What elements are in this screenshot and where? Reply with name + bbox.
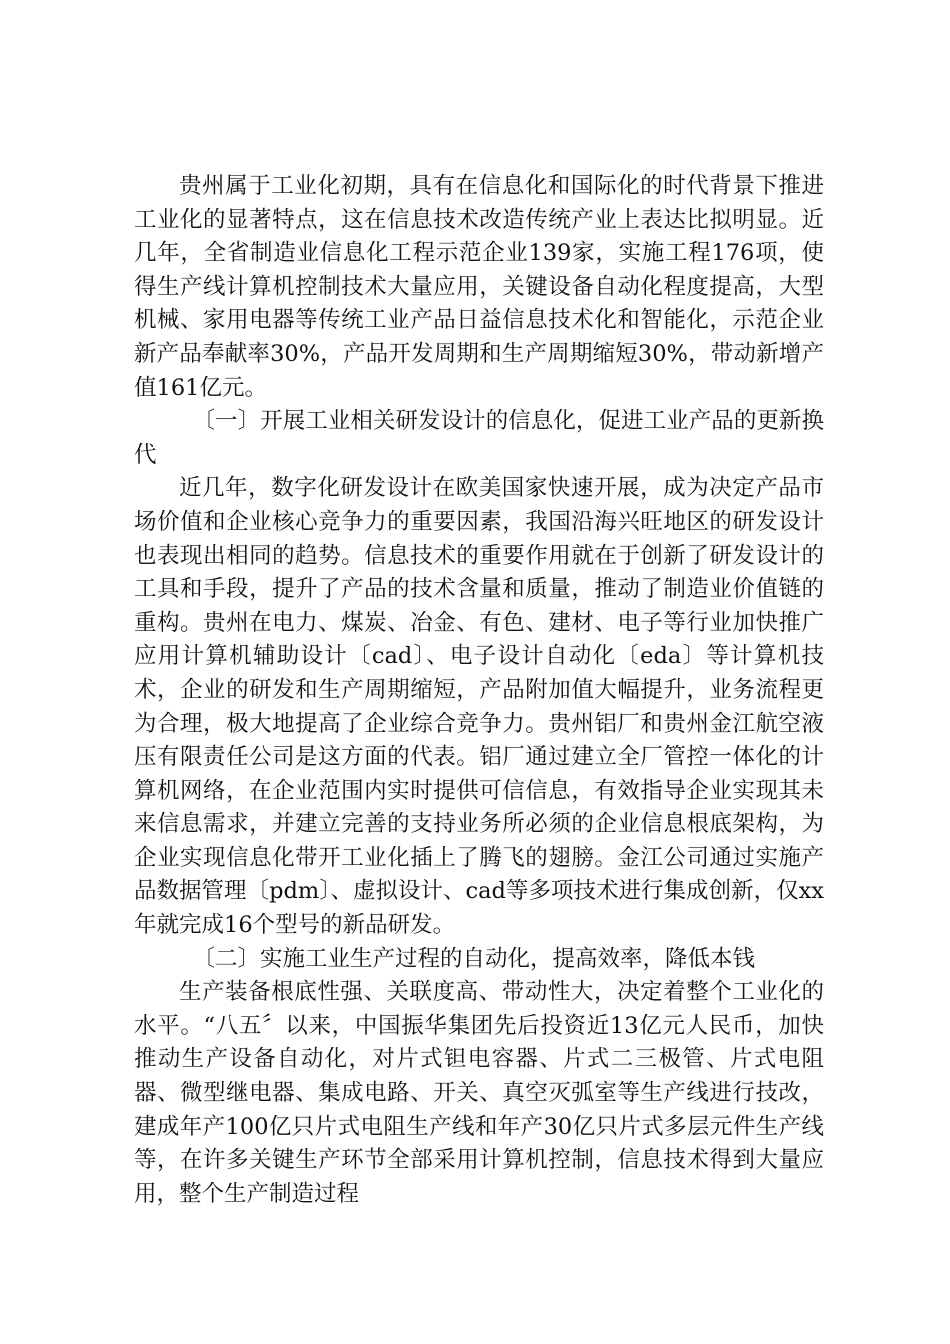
paragraph-digital-rd-design: 近几年，数字化研发设计在欧美国家快速开展，成为决定产品市场价值和企业核心竞争力的重要因素，我国沿海兴旺地区的研发设计也表现出相同的趋势。信息技术的重要作用就在于创新了研发设计的工具和手段，提升了产品的技术含量和质量，推动了制造业价值链的重构。贵州在电力、煤炭、冶金、有色、建材、电子等行业加快推广应用计算机辅助设计〔cad〕、电子设计自动化〔eda〕等计算机技术，企业的研发和生产周期缩短，产品附加值大幅提升，业务流程更为合理，极大地提高了企业综合竞争力。贵州铝厂和贵州金江航空液压有限责任公司是这方面的代表。铝厂通过建立全厂管控一体化的计算机网络，在企业范围内实时提供可信信息，有效指导企业实现其未来信息需求，并建立完善的支持业务所必须的企业信息根底架构，为企业实现信息化带开工业化插上了腾飞的翅膀。金江公司通过实施产品数据管理〔pdm〕、虚拟设计、cad等多项技术进行集成创新，仅xx年就完成16个型号的新品研发。	[134, 475, 824, 939]
paragraph-production-equipment: 生产装备根底性强、关联度高、带动性大，决定着整个工业化的水平。“八五〞以来，中国振华集团先后投资近13亿元人民币，加快推动生产设备自动化，对片式钽电容器、片式二三极管、片式电阻器、微型继电器、集成电路、开关、真空灭弧室等生产线进行技改，建成年产100亿只片式电阻生产线和年产30亿只片式多层元件生产线等，在许多关键生产环节全部采用计算机控制，信息技术得到大量应用，整个生产制造过程	[134, 979, 824, 1207]
document-body	[134, 170, 824, 1211]
section-heading-production-automation: 〔二〕实施工业生产过程的自动化，提高效率，降低本钱	[192, 945, 756, 972]
section-heading-rd-informatization: 〔一〕开展工业相关研发设计的信息化，促进工业产品的更新换代	[134, 408, 824, 468]
paragraph-guizhou-industrialization: 贵州属于工业化初期，具有在信息化和国际化的时代背景下推进工业化的显著特点，这在信息技术改造传统产业上表达比拟明显。近几年，全省制造业信息化工程示范企业139家，实施工程176项，使得生产线计算机控制技术大量应用，关键设备自动化程度提高，大型机械、家用电器等传统工业产品日益信息技术化和智能化，示范企业新产品奉献率30%，产品开发周期和生产周期缩短30%，带动新增产值161亿元。	[134, 173, 824, 401]
